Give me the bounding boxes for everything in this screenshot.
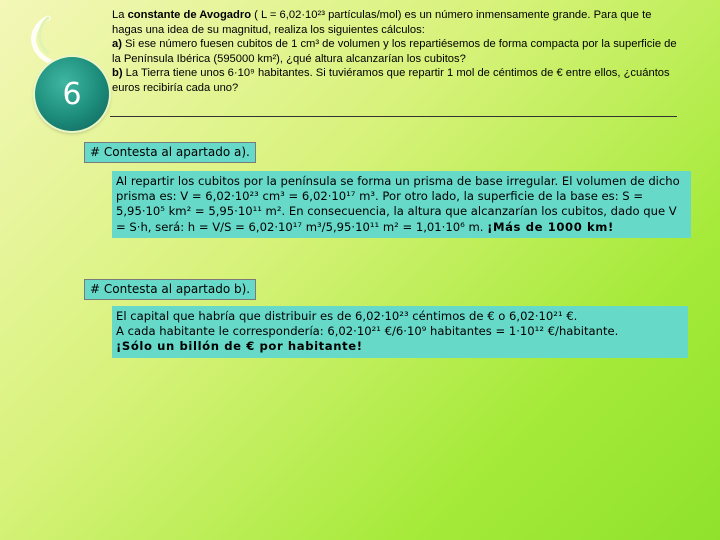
- slide-number: 6: [62, 76, 82, 112]
- intro-rest: ( L = 6,02·10²³ partículas/mol) es un número inmensamente grande. Para que te hagas una idea de su magnitud, realiza los siguientes cálculos:: [112, 9, 652, 36]
- answer-b-line2: A cada habitante le correspondería: 6,02·10²¹ €/6·10⁹ habitantes = 1·10¹² €/habitante.: [116, 324, 619, 339]
- intro-bold: constante de Avogadro: [127, 9, 252, 21]
- divider-line: [110, 116, 677, 117]
- answer-a-body: Al repartir los cubitos por la península se forma un prisma de base irregular. El volumen de dicho prisma es: V = 6,02·10²³ cm³ = 6,02·10¹⁷ m³. Por otro lado, la superficie de la base es: S = 5,95·10⁵ km² = 5,95·10¹¹ m². En consecuencia, la altura que alcanzarían los cubitos, dado que V = S·h, será: h = V/S = 6,02·10¹⁷ m³/5,95·10¹¹ m² = 1,01·10⁶ m.: [116, 174, 680, 234]
- answer-a-emphasis: ¡Más de 1000 km!: [487, 219, 614, 234]
- answer-b-text-box[interactable]: [112, 306, 688, 358]
- answer-b-emphasis: ¡Sólo un billón de € por habitante!: [116, 339, 363, 354]
- part-b-label: b): [112, 67, 123, 80]
- answer-b-prompt[interactable]: # Contesta al apartado b).: [84, 279, 256, 300]
- answer-b-line1: El capital que habría que distribuir es de 6,02·10²³ céntimos de € o 6,02·10²¹ €.: [116, 309, 578, 323]
- problem-statement: [112, 8, 677, 96]
- slide-number-circle: [35, 57, 109, 131]
- answer-a-prompt[interactable]: # Contesta al apartado a).: [84, 142, 256, 163]
- answer-a-text-box[interactable]: [112, 171, 691, 238]
- part-a-text: Si ese número fuesen cubitos de 1 cm³ de volumen y los repartiésemos de forma compacta por la superficie de la Península Ibérica (595000 km²), ¿qué altura alcanzarían los cubitos?: [112, 38, 677, 65]
- part-a-label: a): [112, 38, 122, 51]
- part-b-text: La Tierra tiene unos 6·10⁹ habitantes. Si tuviéramos que repartir 1 mol de céntimos de € entre ellos, ¿cuántos euros recibiría cada uno?: [112, 67, 670, 94]
- intro-prefix: La: [112, 9, 128, 21]
- slide-number-badge-area: [8, 8, 128, 128]
